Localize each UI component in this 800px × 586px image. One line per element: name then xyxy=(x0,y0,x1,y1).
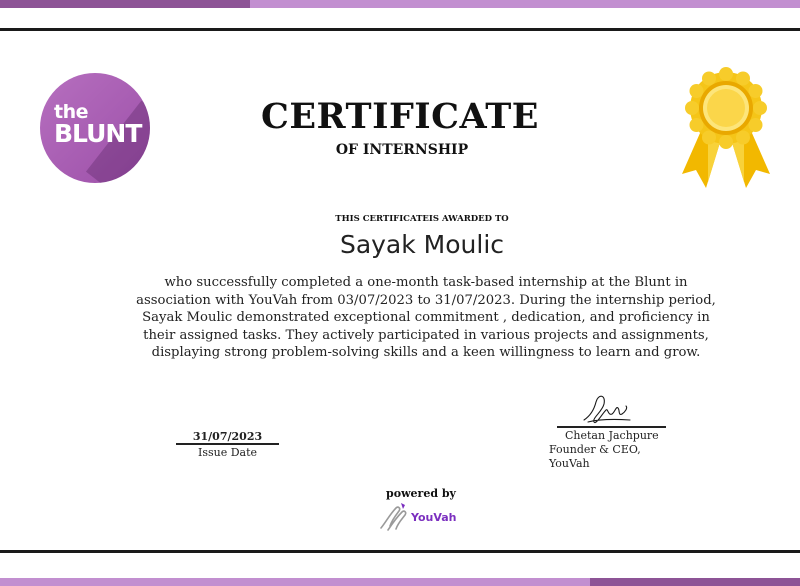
signature-line xyxy=(557,426,666,428)
body-line: their assigned tasks. They actively participated in various projects and assignments, xyxy=(143,327,709,343)
issue-date-value: 31/07/2023 xyxy=(192,430,263,443)
the-blunt-logo xyxy=(40,73,150,183)
body-line: Sayak Moulic demonstrated exceptional commitment , dedication, and proficiency in xyxy=(142,310,710,325)
signature-scribble xyxy=(580,392,636,426)
issue-date-label: Issue Date xyxy=(197,446,258,459)
top-border-line xyxy=(0,28,800,31)
award-rosette-icon xyxy=(678,66,774,192)
certificate-subtitle: OF INTERNSHIP xyxy=(335,142,469,158)
signatory-title xyxy=(549,443,641,471)
logo-text-blunt: BLUNT xyxy=(54,119,142,148)
certificate-title: CERTIFICATE xyxy=(261,96,539,137)
youvah-brand-name: YouVah xyxy=(411,511,457,524)
signatory-name: Chetan Jachpure xyxy=(565,429,659,442)
bottom-border-line xyxy=(0,550,800,553)
issue-date-underline xyxy=(176,443,279,445)
logo-text-the: the xyxy=(54,101,88,123)
signatory-company: YouVah xyxy=(549,457,590,470)
body-line: displaying strong problem-solving skills and a keen willingness to learn and grow. xyxy=(151,345,701,360)
recipient-name: Sayak Moulic xyxy=(339,230,505,259)
certificate-body-text xyxy=(108,274,744,362)
youvah-hands-icon xyxy=(378,500,410,532)
body-line: who successfully completed a one-month task-based internship at the Blunt in xyxy=(164,275,688,290)
top-color-band xyxy=(0,0,800,8)
awarded-to-label: THIS CERTIFICATEIS AWARDED TO xyxy=(335,214,509,224)
signatory-title-line: Founder & CEO, xyxy=(549,443,641,456)
body-line: association with YouVah from 03/07/2023 to 31/07/2023. During the internship period, xyxy=(136,292,716,308)
powered-by-label: powered by xyxy=(386,487,456,500)
bottom-color-band xyxy=(0,578,800,586)
